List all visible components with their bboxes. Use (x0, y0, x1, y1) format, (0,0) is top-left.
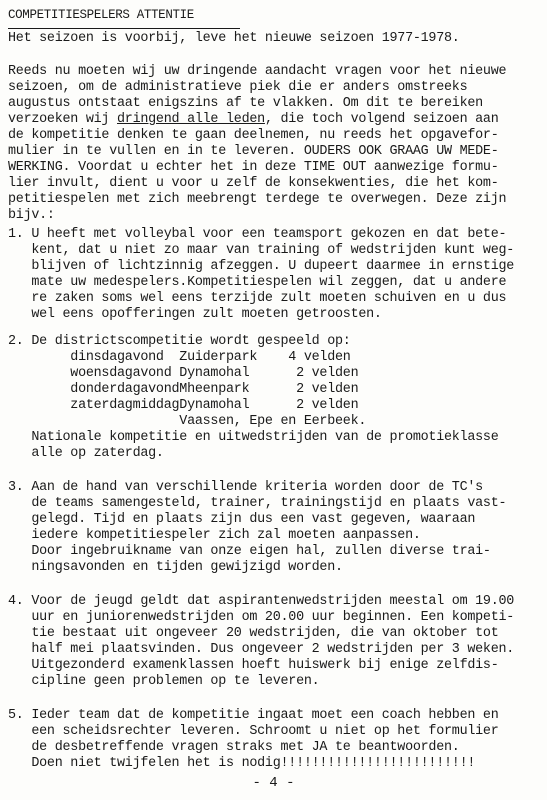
schedule-row: donderdagavondMheenpark 2 velden (8, 382, 359, 397)
item-4-line: half mei plaatsvinden. Dus ongeveer 2 wedstrijden per 3 weken. (8, 642, 515, 657)
intro-line: petitiespelen met zich meebrengt terdege te overwegen. Deze zijn (8, 192, 507, 207)
subtitle: Het seizoen is voorbij, leve het nieuwe seizoen 1977-1978. (8, 31, 460, 46)
item-3-line: iedere kompetitiespeler zich zal moeten aanpassen. (8, 528, 421, 543)
schedule-row: dinsdagavond Zuiderpark 4 velden (8, 350, 351, 365)
intro-line: de kompetitie denken te gaan deelnemen, nu reeds het opgavefor- (8, 128, 499, 143)
intro-line: mulier in te vullen en in te leveren. OUDERS OOK GRAAG UW MEDE- (8, 144, 499, 159)
item-1-line: re zaken soms wel eens terzijde zult moeten schuiven en u dus (8, 291, 507, 306)
item-1-line: 1. U heeft met volleybal voor een teamsport gekozen en dat bete- (8, 227, 507, 242)
item-1-line: blijven of lichtzinnig afzeggen. U dupeert daarmee in ernstige (8, 259, 515, 274)
intro-line: augustus ontstaat enigszins af te vlakken. Om dit te bereiken (8, 96, 483, 111)
item-5-line: 5. Ieder team dat de kompetitie ingaat moet een coach hebben en (8, 708, 499, 723)
item-3-line: Door ingebruikname van onze eigen hal, zullen diverse trai- (8, 544, 491, 559)
item-4-line: 4. Voor de jeugd geldt dat aspirantenwedstrijden meestal om 19.00 (8, 594, 515, 609)
intro-text: , die toch volgend seizoen aan (264, 112, 499, 127)
intro-line: WERKING. Voordat u echter het in deze TIME OUT aanwezige formu- (8, 160, 499, 175)
item-3-line: ningsavonden en tijden gewijzigd worden. (8, 560, 343, 575)
page-title: COMPETITIESPELERS ATTENTIE (8, 8, 194, 22)
item-4-line: uur en juniorenwedstrijden om 20.00 uur beginnen. Een kompeti- (8, 610, 515, 625)
schedule-row: Vaassen, Epe en Eerbeek. (8, 414, 367, 429)
item-4-line: Uitgezonderd examenklassen hoeft huiswerk bij enige zelfdis- (8, 658, 499, 673)
intro-line: lier invult, dient u voor u zelf de konsekwenties, die het kom- (8, 176, 499, 191)
item-3-line: de teams samengesteld, trainer, trainingstijd en plaats vast- (8, 496, 507, 511)
intro-line: bijv.: (8, 208, 55, 223)
item-1-line: wel eens opofferingen zult moeten getroosten. (8, 307, 382, 322)
schedule-row: woensdagavond Dynamohal 2 velden (8, 366, 359, 381)
schedule-row: zaterdagmiddagDynamohal 2 velden (8, 398, 359, 413)
item-1-line: mate uw medespelers.Kompetitiespelen wil zeggen, dat u andere (8, 275, 507, 290)
item-1-line: kent, dat u niet zo maar van training of wedstrijden kunt weg- (8, 243, 515, 258)
intro-line: seizoen, om de administratieve piek die er anders omstreeks (8, 80, 468, 95)
item-3-line: 3. Aan de hand van verschillende kriteria worden door de TC's (8, 480, 483, 495)
item-5-line: een scheidsrechter leveren. Schroomt u niet op het formulier (8, 724, 499, 739)
item-3-line: gelegd. Tijd en plaats zijn dus een vast gegeven, waaraan (8, 512, 476, 527)
intro-line: Reeds nu moeten wij uw dringende aandacht vragen voor het nieuwe (8, 64, 507, 79)
item-4-line: tie bestaat uit ongeveer 20 wedstrijden, die van oktober tot (8, 626, 499, 641)
intro-text: verzoeken wij (8, 112, 117, 127)
intro-line-emphasis (8, 112, 499, 128)
item-2-line: Nationale kompetitie en uitwedstrijden van de promotieklasse (8, 430, 499, 445)
underlined-phrase: dringend alle leden (117, 112, 265, 127)
item-2-intro: 2. De districtscompetitie wordt gespeeld op: (8, 334, 351, 349)
item-2-line: alle op zaterdag. (8, 446, 164, 461)
title-underline (8, 28, 240, 29)
item-5-line: de desbetreffende vragen straks met JA te beantwoorden. (8, 740, 460, 755)
page-number: - 4 - (252, 775, 295, 791)
item-5-line: Doen niet twijfelen het is nodig!!!!!!!!!!!!!!!!!!!!!!!!! (8, 756, 476, 771)
item-4-line: cipline geen problemen op te leveren. (8, 674, 320, 689)
